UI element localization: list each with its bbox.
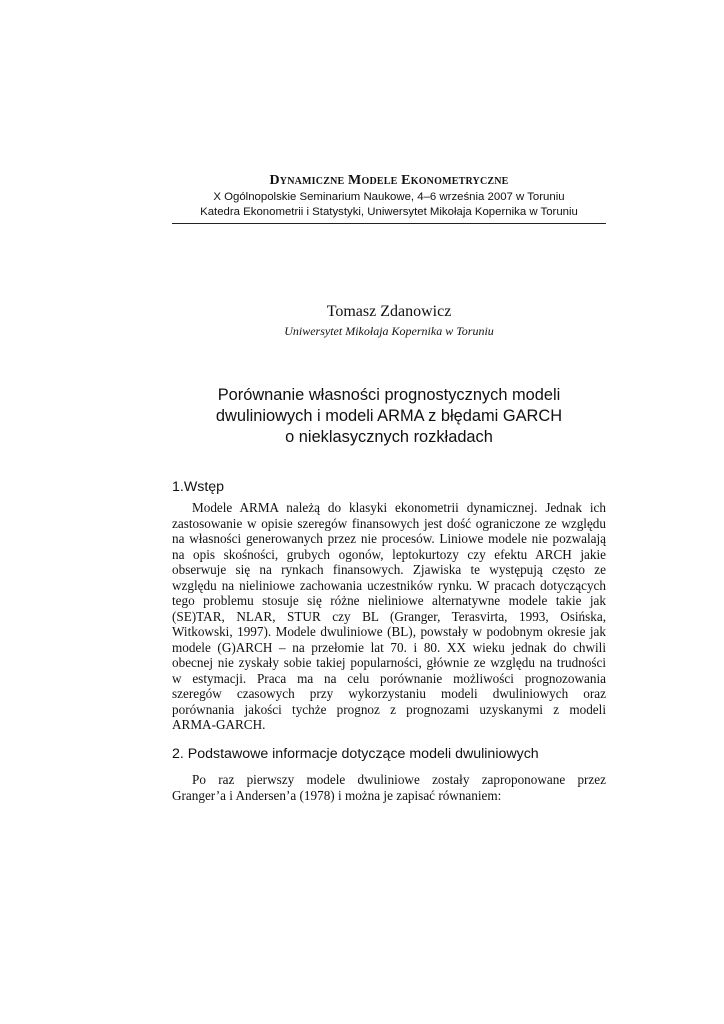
page-header [172,172,606,220]
text-line: szeregów czasowych przy wykorzystaniu modeli dwuliniowych oraz [172,686,606,701]
header-divider [172,223,606,224]
text-line: na opis skośności, grubych ogonów, leptokurtozy czy efektu ARCH jakie [172,546,606,562]
title-line: o nieklasycznych rozkładach [285,428,493,446]
bilinear-basics-paragraph [172,772,606,803]
title-line: Porównanie własności prognostycznych modeli [217,386,561,404]
author-block [172,301,606,339]
text-line: Witkowski, 1997). Modele dwuliniowe (BL), powstały w podobnym okresie jak [172,624,606,639]
text-line: Granger’a i Andersen’a (1978) i można je zapisać równaniem: [172,787,502,803]
paper-title [172,385,606,448]
text-line: Modele ARMA należą do klasyki ekonometrii dynamicznej. Jednak ich [192,500,606,515]
text-line: zastosowanie w opisie szeregów finansowych jest dość ograniczone ze względu [172,515,606,531]
seminar-info: X Ogólnopolskie Seminarium Naukowe, 4–6 września 2007 w Toruniu [213,191,565,203]
text-line: modele (G)ARCH – na przełomie lat 70. i 80. XX wieku jednak do chwili [172,639,606,655]
section-heading-introduction: 1.Wstęp [172,479,225,495]
text-line: tego problemu stosuje się różne nieliniowe alternatywne modele takie jak [172,593,606,608]
text-line: (SE)TAR, NLAR, STUR czy BL (Granger, Terasvirta, 1993, Osińska, [172,608,606,624]
text-line: obserwuje się na rynkach finansowych. Zjawiska te występują często ze [172,562,606,577]
text-line: porównania jakości tychże prognoz z prognozami uzyskanymi z modeli [172,701,606,717]
text-line: w estymacji. Praca ma na celu porównanie możliwości prognozowania [172,670,606,686]
author-name: Tomasz Zdanowicz [326,303,452,320]
journal-title: Dynamiczne Modele Ekonometryczne [269,173,509,188]
author-affiliation: Uniwersytet Mikołaja Kopernika w Toruniu [284,324,494,338]
section-heading-bilinear-basics: 2. Podstawowe informacje dotyczące modeli dwuliniowych [172,746,539,762]
department-info: Katedra Ekonometrii i Statystyki, Uniwersytet Mikołaja Kopernika w Toruniu [200,206,578,218]
text-line: na własności generowanych przez nie procesów. Liniowe modele nie pozwalają [172,531,606,546]
introduction-paragraph [172,500,606,733]
text-line: ARMA-GARCH. [172,717,266,732]
title-line: dwuliniowych i modeli ARMA z błędami GARCH [215,407,563,425]
text-line: obecnej nie zyskały sobie takiej popularności, głównie ze względu na trudności [172,655,606,670]
text-line: względu na nieliniowe zachowania uczestników rynku. W pracach dotyczących [172,577,606,593]
text-line: Po raz pierwszy modele dwuliniowe zostały zaproponowane przez [192,772,606,787]
